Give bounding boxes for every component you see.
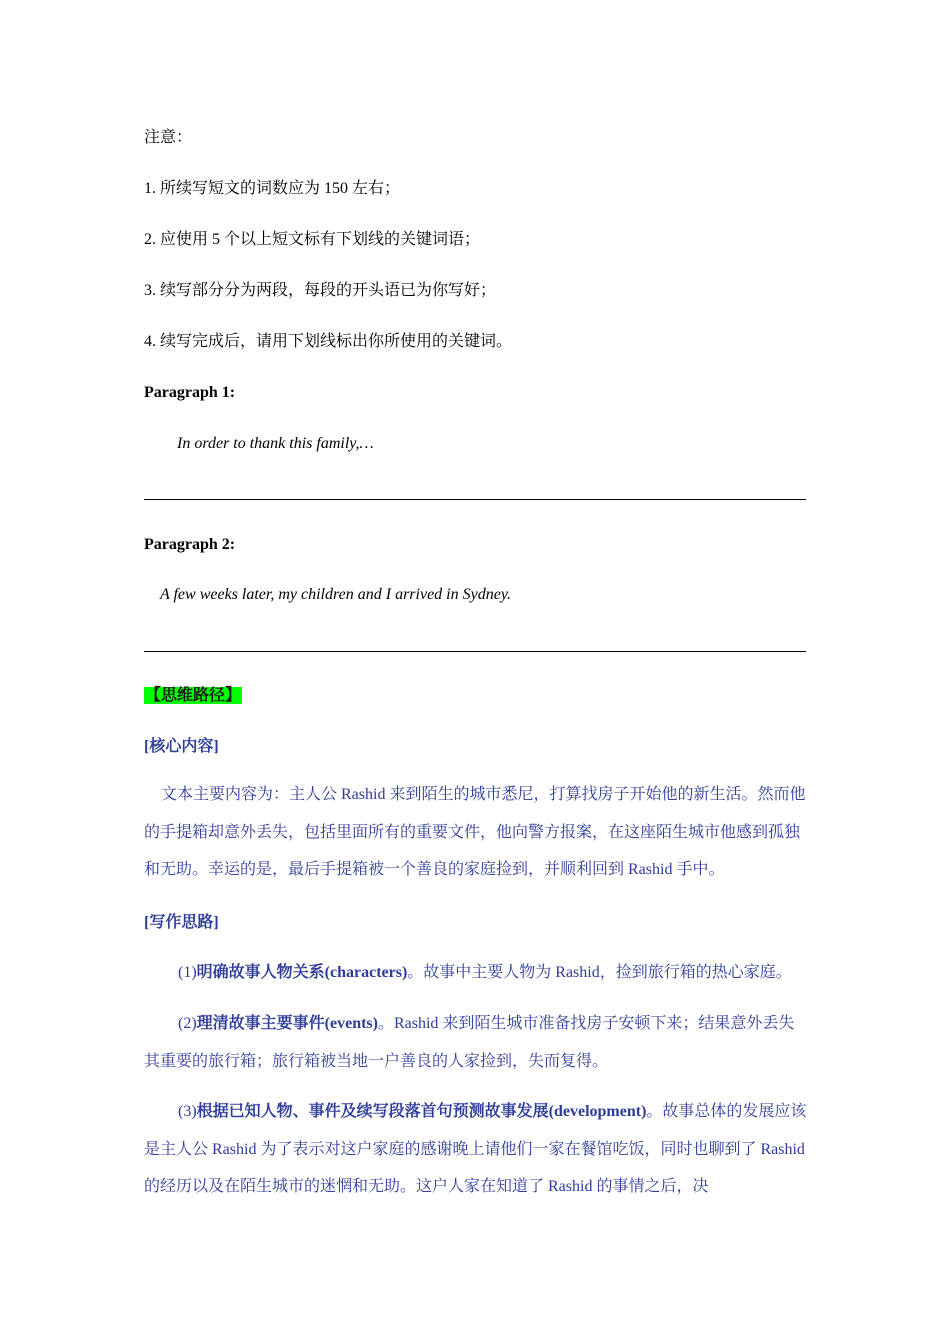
- writing-approach-heading: [写作思路]: [144, 914, 219, 931]
- paragraph2-opening: A few weeks later, my children and I arrived in Sydney.: [160, 586, 512, 603]
- paragraph1-label: Paragraph 1:: [144, 384, 236, 401]
- approach-point-2: [144, 1005, 810, 1080]
- point-2-title: 理清故事主要事件(events): [196, 1015, 378, 1032]
- note-item-3: 3. 续写部分分为两段，每段的开头语已为你写好；: [144, 282, 497, 299]
- point-2-number: (2): [178, 1015, 197, 1032]
- paragraph2-label: Paragraph 2:: [144, 536, 236, 553]
- paragraph1-opening: In order to thank this family,…: [177, 435, 374, 452]
- point-1-text: 。故事中主要人物为 Rashid，捡到旅行箱的热心家庭。: [407, 964, 792, 981]
- approach-point-1: [144, 954, 810, 992]
- core-content-paragraph: 文本主要内容为：主人公 Rashid 来到陌生的城市悉尼，打算找房子开始他的新生活。然而他的手提箱却意外丢失，包括里面所有的重要文件，他向警方报案，在这座陌生城市他感到孤独和无助。幸运的是，最后手提箱被一个善良的家庭捡到，并顺利回到 Rashid 手中。: [144, 786, 806, 878]
- core-content-heading: [核心内容]: [144, 738, 219, 755]
- core-content-text: [144, 776, 810, 889]
- point-1-number: (1): [178, 964, 197, 981]
- note-item-2: 2. 应使用 5 个以上短文标有下划线的关键词语；: [144, 231, 481, 248]
- note-item-1: 1. 所续写短文的词数应为 150 左右；: [144, 180, 401, 197]
- note-item-4: 4. 续写完成后，请用下划线标出你所使用的关键词。: [144, 333, 513, 350]
- point-3-title: 根据已知人物、事件及续写段落首句预测故事发展(development): [196, 1103, 647, 1120]
- thinking-path-heading: [144, 686, 242, 706]
- point-3-number: (3): [178, 1103, 197, 1120]
- paragraph1-writing-line: [144, 499, 806, 500]
- point-3-text: 。故事总体的发展应该是主人公 Rashid 为了表示对这户家庭的感谢晚上请他们一家在餐馆吃饭，同时也聊到了 Rashid 的经历以及在陌生城市的迷惘和无助。这户人家在知道了 Rashid 的事情之后，决: [144, 1103, 807, 1195]
- highlight-label: 【思维路径】: [145, 687, 242, 704]
- point-2-text: 。Rashid 来到陌生城市准备找房子安顿下来；结果意外丢失其重要的旅行箱；旅行箱被当地一户善良的人家捡到，失而复得。: [144, 1015, 795, 1070]
- point-1-title: 明确故事人物关系(characters): [196, 964, 408, 981]
- notes-title: 注意：: [144, 129, 193, 146]
- paragraph2-writing-line: [144, 651, 806, 652]
- approach-point-3: [144, 1093, 810, 1206]
